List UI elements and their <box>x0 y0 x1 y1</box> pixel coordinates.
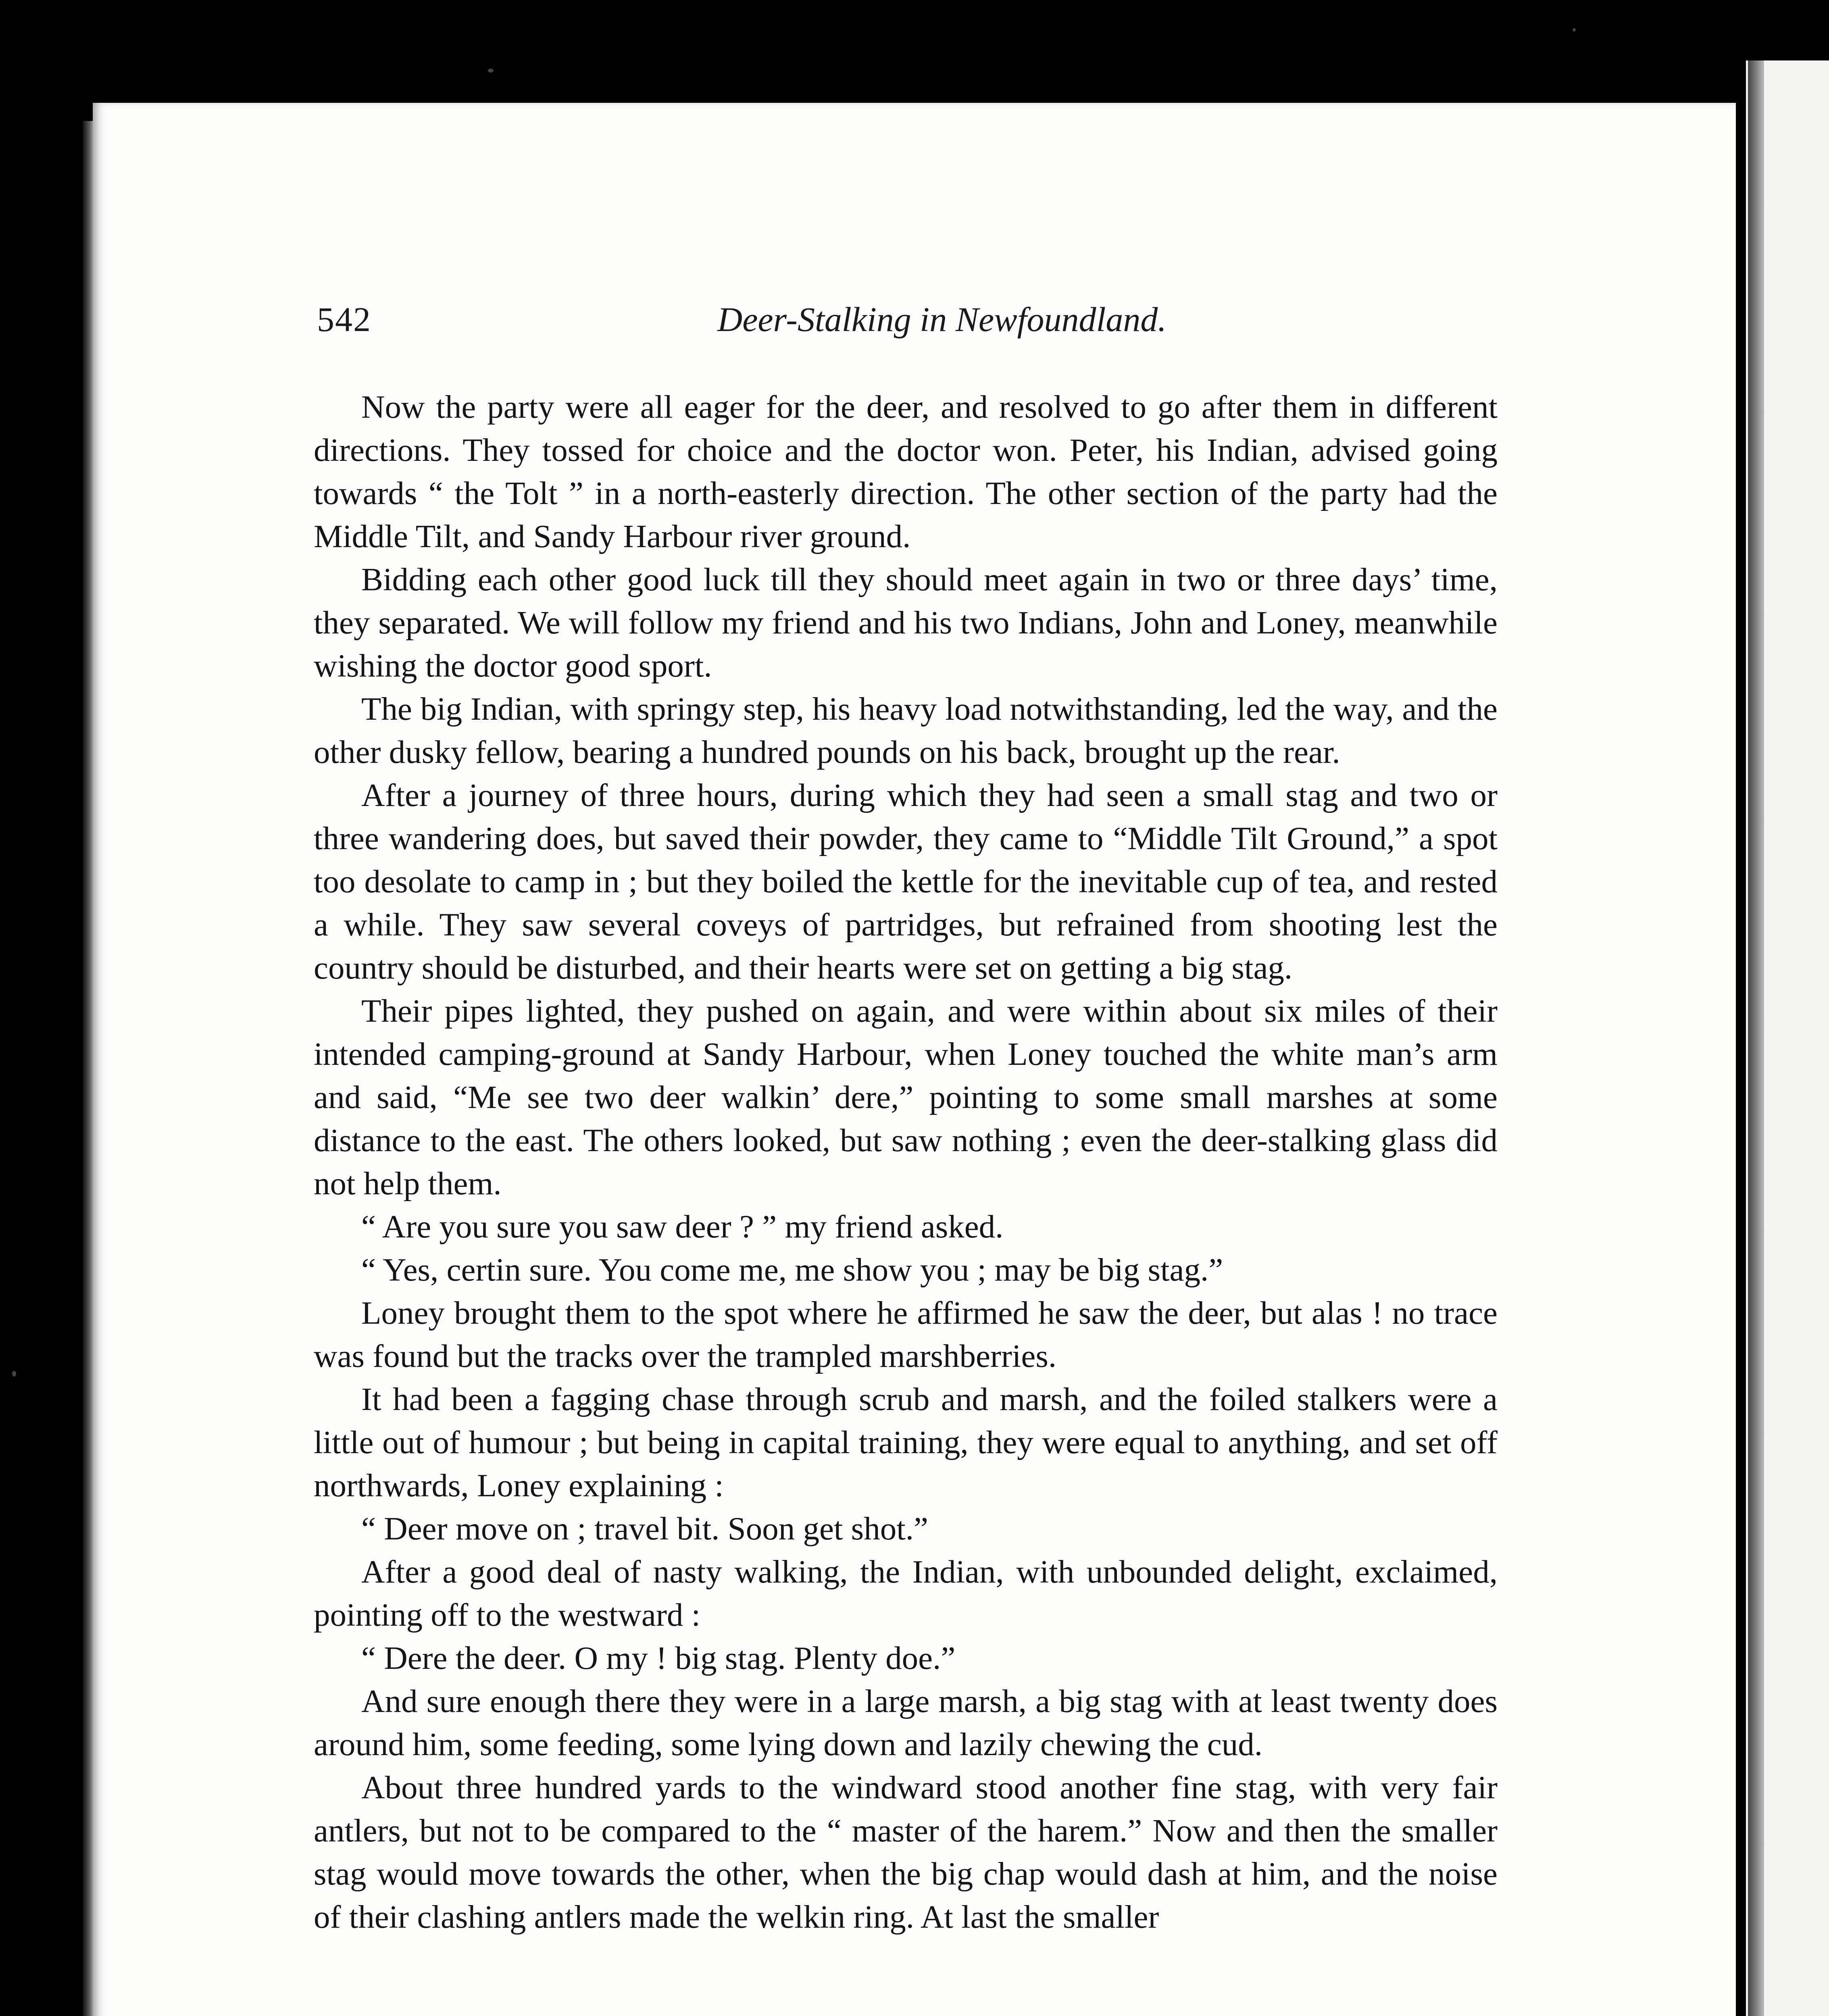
paragraph: Now the party were all eager for the deer, and resolved to go after them in different directions. They tossed for choice and the doctor won. Peter, his Indian, advised going towards “ the Tolt ” in a north-easterly direction. The other section of the party had the Middle Tilt, and Sandy Harbour river ground. <box>314 389 1498 554</box>
paragraph: About three hundred yards to the windward stood another fine stag, with very fair antlers, but not to be compared to the “ master of the harem.” Now and then the smaller stag would move towards the other, when the big chap would dash at him, and the noise of their clashing antlers made the welkin ring. At last the smaller <box>314 1769 1498 1935</box>
paragraph: The big Indian, with springy step, his heavy load notwithstanding, led the way, and the other dusky fellow, bearing a hundred pounds on his back, brought up the rear. <box>314 691 1498 770</box>
paragraph: Loney brought them to the spot where he affirmed he saw the deer, but alas ! no trace was found but the tracks over the trampled marshberries. <box>314 1295 1498 1374</box>
paragraph: After a journey of three hours, during which they had seen a small stag and two or three wandering does, but saved their powder, they came to “Middle Tilt Ground,” a spot too desolate to camp in ; but they boiled the kettle for the inevitable cup of tea, and rested a while. They saw several coveys of partridges, but refrained from shooting lest the country should be disturbed, and their hearts were set on getting a big stag. <box>314 777 1498 986</box>
body-text <box>314 385 1498 1939</box>
paragraph: “ Dere the deer. O my ! big stag. Plenty doe.” <box>361 1640 956 1676</box>
running-head <box>317 299 1502 348</box>
dust-speck <box>12 1371 16 1377</box>
page-number: 542 <box>317 300 371 339</box>
dust-speck <box>488 69 494 73</box>
paragraph: “ Yes, certin sure. You come me, me show you ; may be big stag.” <box>361 1252 1223 1288</box>
next-page-shadow <box>1748 60 1764 2016</box>
paragraph: And sure enough there they were in a large marsh, a big stag with at least twenty does around him, some feeding, some lying down and lazily chewing the cud. <box>314 1683 1498 1762</box>
paragraph: Bidding each other good luck till they should meet again in two or three days’ time, they separated. We will follow my friend and his two Indians, John and Loney, meanwhile wishing the doctor good sport. <box>314 561 1498 684</box>
chapter-title: Deer-Stalking in Newfoundland. <box>717 300 1167 339</box>
paragraph: Their pipes lighted, they pushed on again, and were within about six miles of their intended camping-ground at Sandy Harbour, when Loney touched the white man’s arm and said, “Me see two deer walkin’ dere,” pointing to some small marshes at some distance to the east. The others looked, but saw nothing ; even the deer-stalking glass did not help them. <box>314 993 1498 1202</box>
dust-speck <box>1573 28 1576 31</box>
paragraph: It had been a fagging chase through scrub and marsh, and the foiled stalkers were a little out of humour ; but being in capital training, they were equal to anything, and set off northwards, Loney explaining : <box>314 1381 1498 1504</box>
paragraph: “ Are you sure you saw deer ? ” my friend asked. <box>361 1208 1004 1245</box>
paragraph: After a good deal of nasty walking, the Indian, with unbounded delight, exclaimed, pointing off to the westward : <box>314 1554 1498 1633</box>
paragraph: “ Deer move on ; travel bit. Soon get shot.” <box>361 1510 928 1547</box>
